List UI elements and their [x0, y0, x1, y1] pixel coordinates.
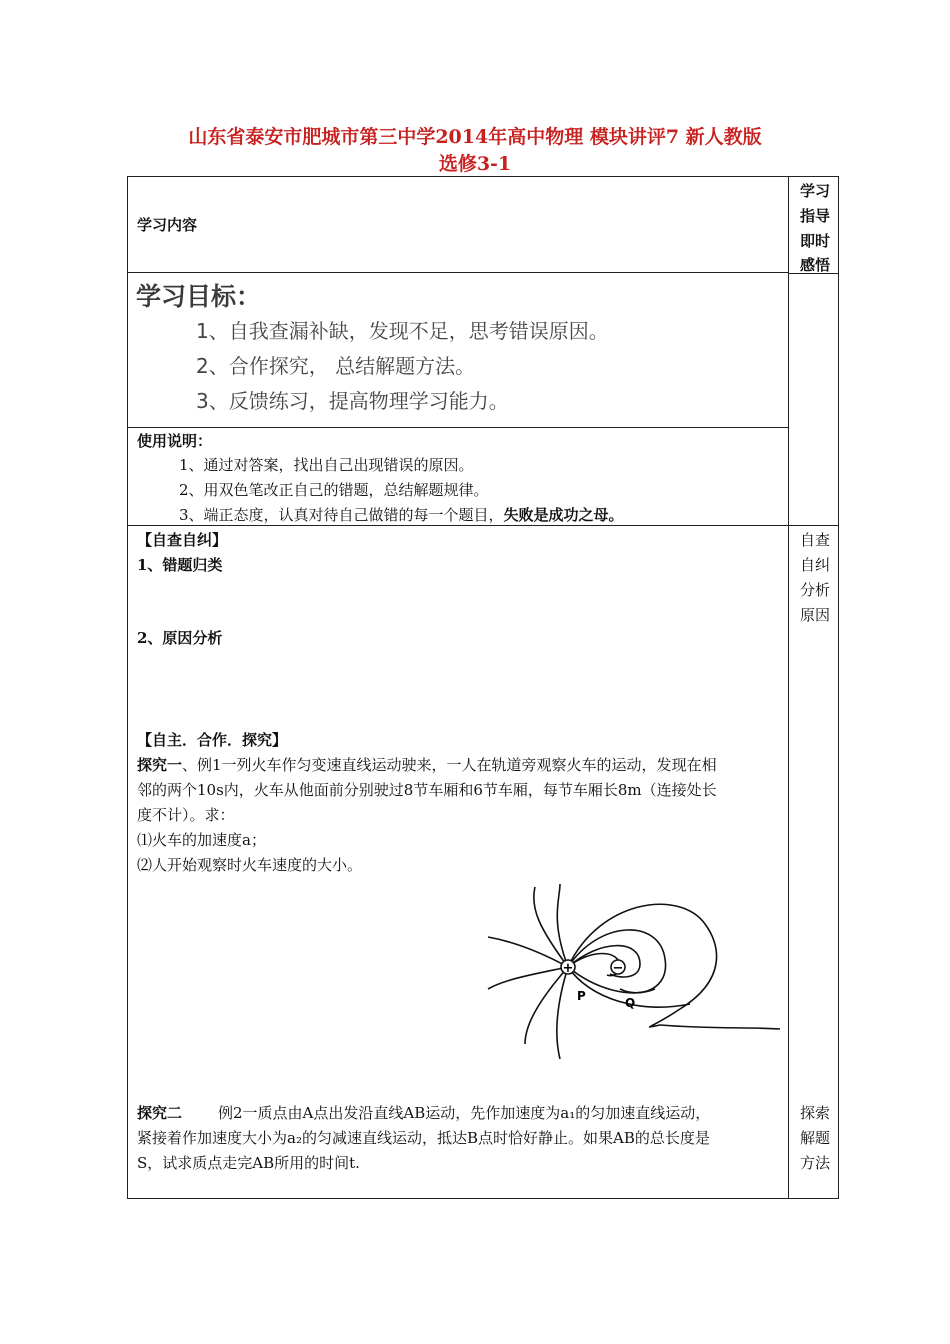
example-1-text: 、例1一列火车作匀变速直线运动驶来，一人在轨道旁观察火车的运动，发现在相: [182, 756, 717, 774]
explore-heading: 【自主．合作．探究】: [137, 731, 288, 749]
self-check-heading: 【自查自纠】: [137, 531, 228, 549]
side-header-3: 即时: [799, 232, 830, 250]
example-2-line: S，试求质点走完AB所用的时间t.: [137, 1154, 360, 1172]
side-method-2: 解题: [799, 1129, 830, 1147]
row-divider: [128, 272, 788, 273]
side-method-3: 方法: [799, 1154, 830, 1172]
question-2: ⑵人开始观察时火车速度的大小。: [137, 856, 363, 874]
usage-heading: 使用说明：: [137, 432, 213, 450]
error-classification: 1、错题归类: [137, 556, 223, 574]
example-2-text: 例2一质点由A点出发沿直线AB运动，先作加速度为a₁的匀加速直线运动，: [218, 1104, 711, 1122]
point-q-label: Q: [625, 996, 636, 1010]
side-note-4: 原因: [799, 606, 830, 624]
goals-heading: 学习目标：: [136, 282, 262, 311]
row-divider: [128, 427, 788, 428]
example-2-line: 紧接着作加速度大小为a₂的匀减速直线运动，抵达B点时恰好静止。如果AB的总长度是: [137, 1129, 710, 1147]
positive-charge-label: +: [562, 961, 574, 976]
usage-item-text: 3、端正态度，认真对待自己做错的每一个题目，: [179, 506, 504, 524]
usage-item: 1、通过对答案，找出自己出现错误的原因。: [179, 456, 474, 474]
point-p-label: P: [577, 989, 586, 1003]
goal-item: 3、反馈练习，提高物理学习能力。: [196, 389, 509, 413]
side-header-1: 学习: [799, 182, 830, 200]
field-lines-figure: [480, 879, 810, 1059]
document-title-line1: 山东省泰安市肥城市第三中学2014年高中物理 模块讲评7 新人教版: [188, 126, 762, 148]
side-note-1: 自查: [799, 531, 830, 549]
study-table: [127, 176, 839, 1199]
example-1-line: 邻的两个10s内，火车从他面前分别驶过8节车厢和6节车厢，每节车厢长8m（连接处长: [137, 781, 717, 799]
side-header-4: 感悟: [799, 256, 830, 274]
side-note-2: 自纠: [799, 556, 830, 574]
document-title-line2: 选修3-1: [438, 153, 512, 175]
usage-item: 2、用双色笔改正自己的错题，总结解题规律。: [179, 481, 489, 499]
example-1-line: [137, 753, 782, 778]
example-1-line: 度不计）。求：: [137, 806, 235, 824]
example-2-line: [137, 1101, 782, 1126]
side-header-2: 指导: [799, 207, 830, 225]
usage-emphasis: 失败是成功之母。: [503, 506, 624, 524]
usage-item: [137, 503, 824, 528]
negative-charge-label: −: [612, 961, 624, 976]
side-note-3: 分析: [799, 581, 830, 599]
goal-item: 1、自我查漏补缺，发现不足，思考错误原因。: [196, 319, 609, 343]
explore-2-label: 探究二: [137, 1104, 183, 1122]
cause-analysis: 2、原因分析: [137, 629, 223, 647]
explore-1-label: 探究一: [137, 756, 183, 774]
question-1: ⑴火车的加速度a；: [137, 831, 266, 849]
content-header: 学习内容: [137, 216, 198, 234]
goal-item: 2、合作探究， 总结解题方法。: [196, 354, 476, 378]
side-method-1: 探索: [799, 1104, 830, 1122]
